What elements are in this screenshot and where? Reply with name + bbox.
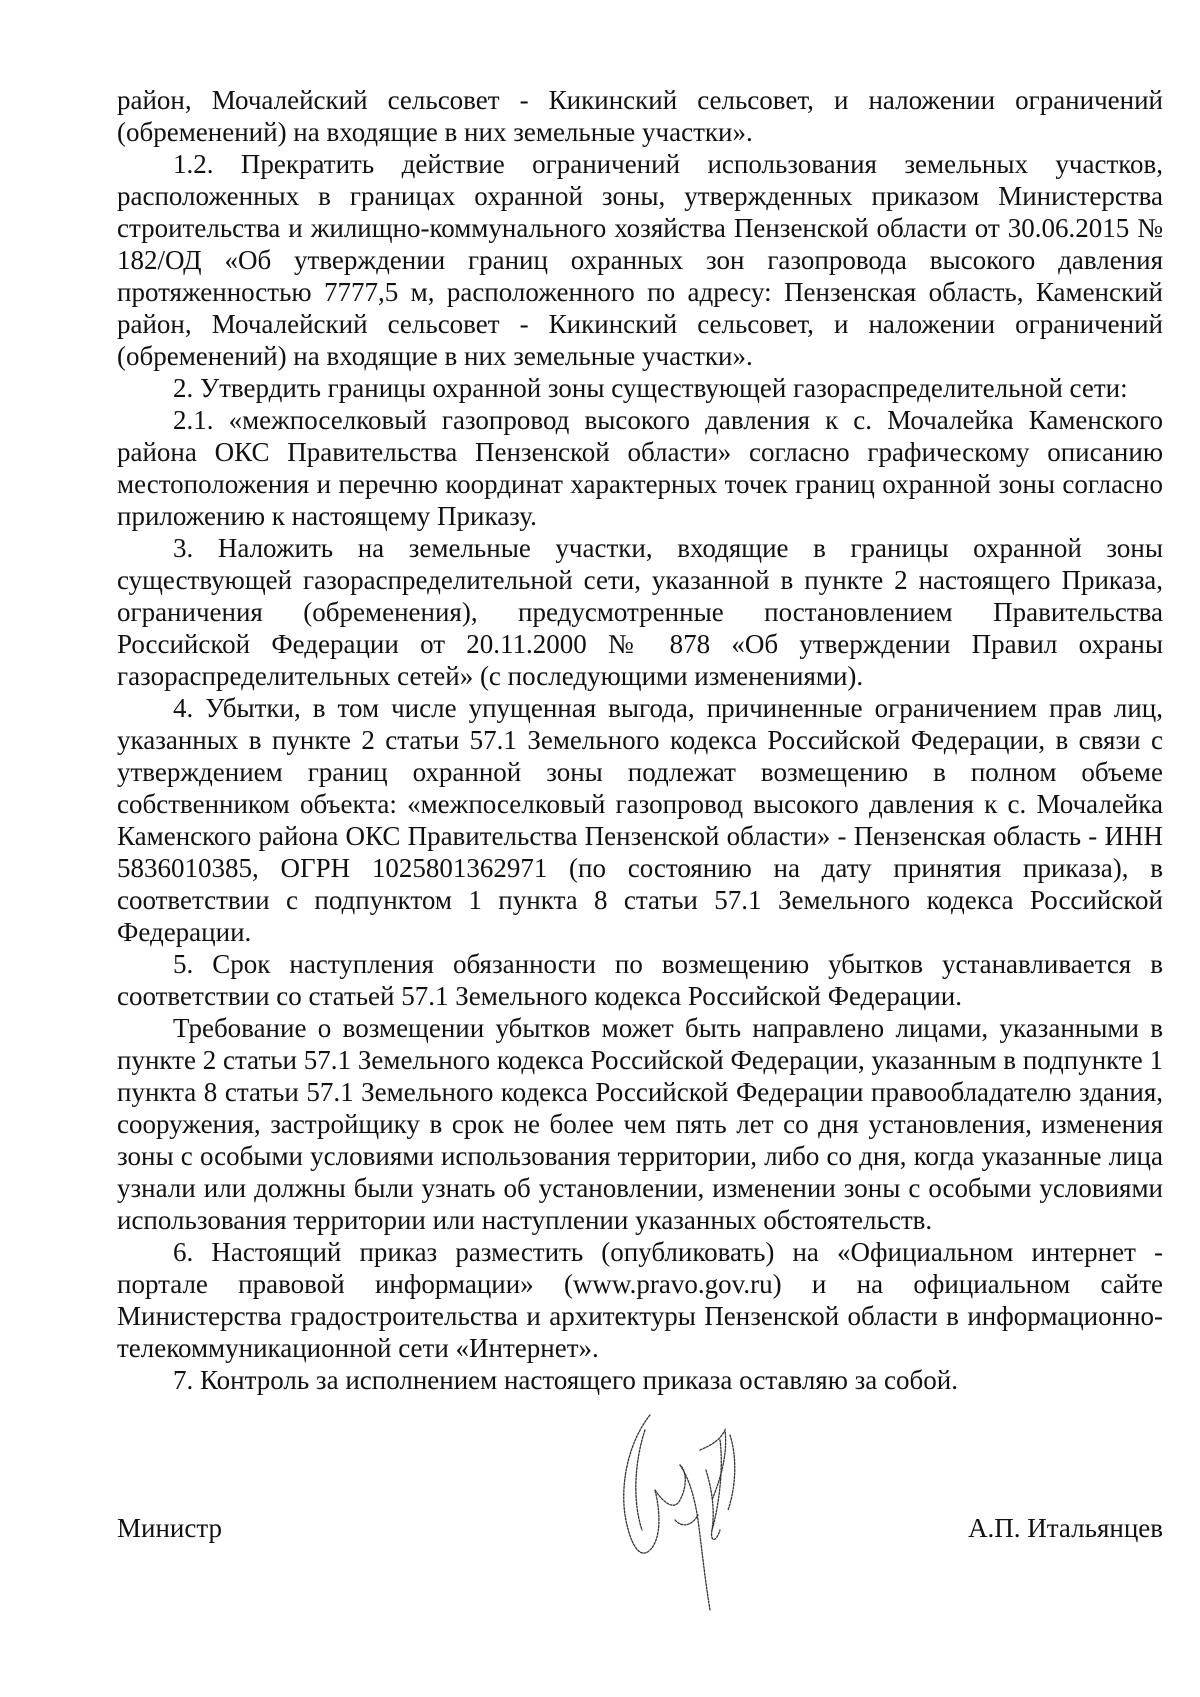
signatory-title: Министр bbox=[117, 1513, 222, 1543]
paragraph-5: 5. Срок наступления обязанности по возмещению убытков устанавливается в соответствии со статьей 57.1 Земельного кодекса Российской Федерации. bbox=[117, 949, 1163, 1011]
paragraph-2-1: 2.1. «межпоселковый газопровод высокого давления к с. Мочалейка Каменского района ОКС Правительства Пензенской области» согласно графическому описанию местоположения и перечню координат характерных точек границ охранной зоны согласно приложению к настоящему Приказу. bbox=[117, 405, 1163, 531]
paragraph-1-2: 1.2. Прекратить действие ограничений использования земельных участков, расположенных в границах охранной зоны, утвержденных приказом Министерства строительства и жилищно-коммунального хозяйства Пензенской области от 30.06.2015 № 182/ОД «Об утверждении границ охранных зон газопровода высокого давления протяженностью 7777,5 м, расположенного по адресу: Пензенская область, Каменский район, Мочалейский сельсовет - Кикинский сельсовет, и наложении ограничений (обременений) на входящие в них земельные участки». bbox=[117, 149, 1163, 371]
paragraph-claim: Требование о возмещении убытков может быть направлено лицами, указанными в пункте 2 статьи 57.1 Земельного кодекса Российской Федерации, указанным в подпункте 1 пункта 8 статьи 57.1 Земельного кодекса Российской Федерации правообладателю здания, сооружения, застройщику в срок не более чем пять лет со дня установления, изменения зоны с особыми условиями использования территории, либо со дня, когда указанные лица узнали или должны были узнать об установлении, изменении зоны с особыми условиями использования территории или наступлении указанных обстоятельств. bbox=[117, 1013, 1163, 1235]
signature-row bbox=[117, 1512, 1163, 1552]
paragraph-2: 2. Утвердить границы охранной зоны существующей газораспределительной сети: bbox=[173, 373, 1128, 403]
paragraph-3: 3. Наложить на земельные участки, входящие в границы охранной зоны существующей газораспределительной сети, указанной в пункте 2 настоящего Приказа, ограничения (обременения), предусмотренные постановлением Правительства Российской Федерации от 20.11.2000 № 878 «Об утверждении Правил охраны газораспределительных сетей» (с последующими изменениями). bbox=[117, 533, 1163, 691]
paragraph-continuation: район, Мочалейский сельсовет - Кикинский сельсовет, и наложении ограничений (обременений) на входящие в них земельные участки». bbox=[117, 85, 1163, 147]
document-body bbox=[117, 84, 1163, 1396]
paragraph-4: 4. Убытки, в том числе упущенная выгода, причиненные ограничением прав лиц, указанных в пункте 2 статьи 57.1 Земельного кодекса Российской Федерации, в связи с утверждением границ охранной зоны подлежат возмещению в полном объеме собственником объекта: «межпоселковый газопровод высокого давления к с. Мочалейка Каменского района ОКС Правительства Пензенской области» - Пензенская область - ИНН 5836010385, ОГРН 1025801362971 (по состоянию на дату принятия приказа), в соответствии с подпунктом 1 пункта 8 статьи 57.1 Земельного кодекса Российской Федерации. bbox=[117, 693, 1163, 947]
paragraph-7: 7. Контроль за исполнением настоящего приказа оставляю за собой. bbox=[173, 1365, 958, 1395]
signatory-name: А.П. Итальянцев bbox=[968, 1513, 1163, 1543]
paragraph-6: 6. Настоящий приказ разместить (опубликовать) на «Официальном интернет - портале правовой информации» (www.pravo.gov.ru) и на официальном сайте Министерства градостроительства и архитектуры Пензенской области в информационно-телекоммуникационной сети «Интернет». bbox=[117, 1237, 1163, 1363]
